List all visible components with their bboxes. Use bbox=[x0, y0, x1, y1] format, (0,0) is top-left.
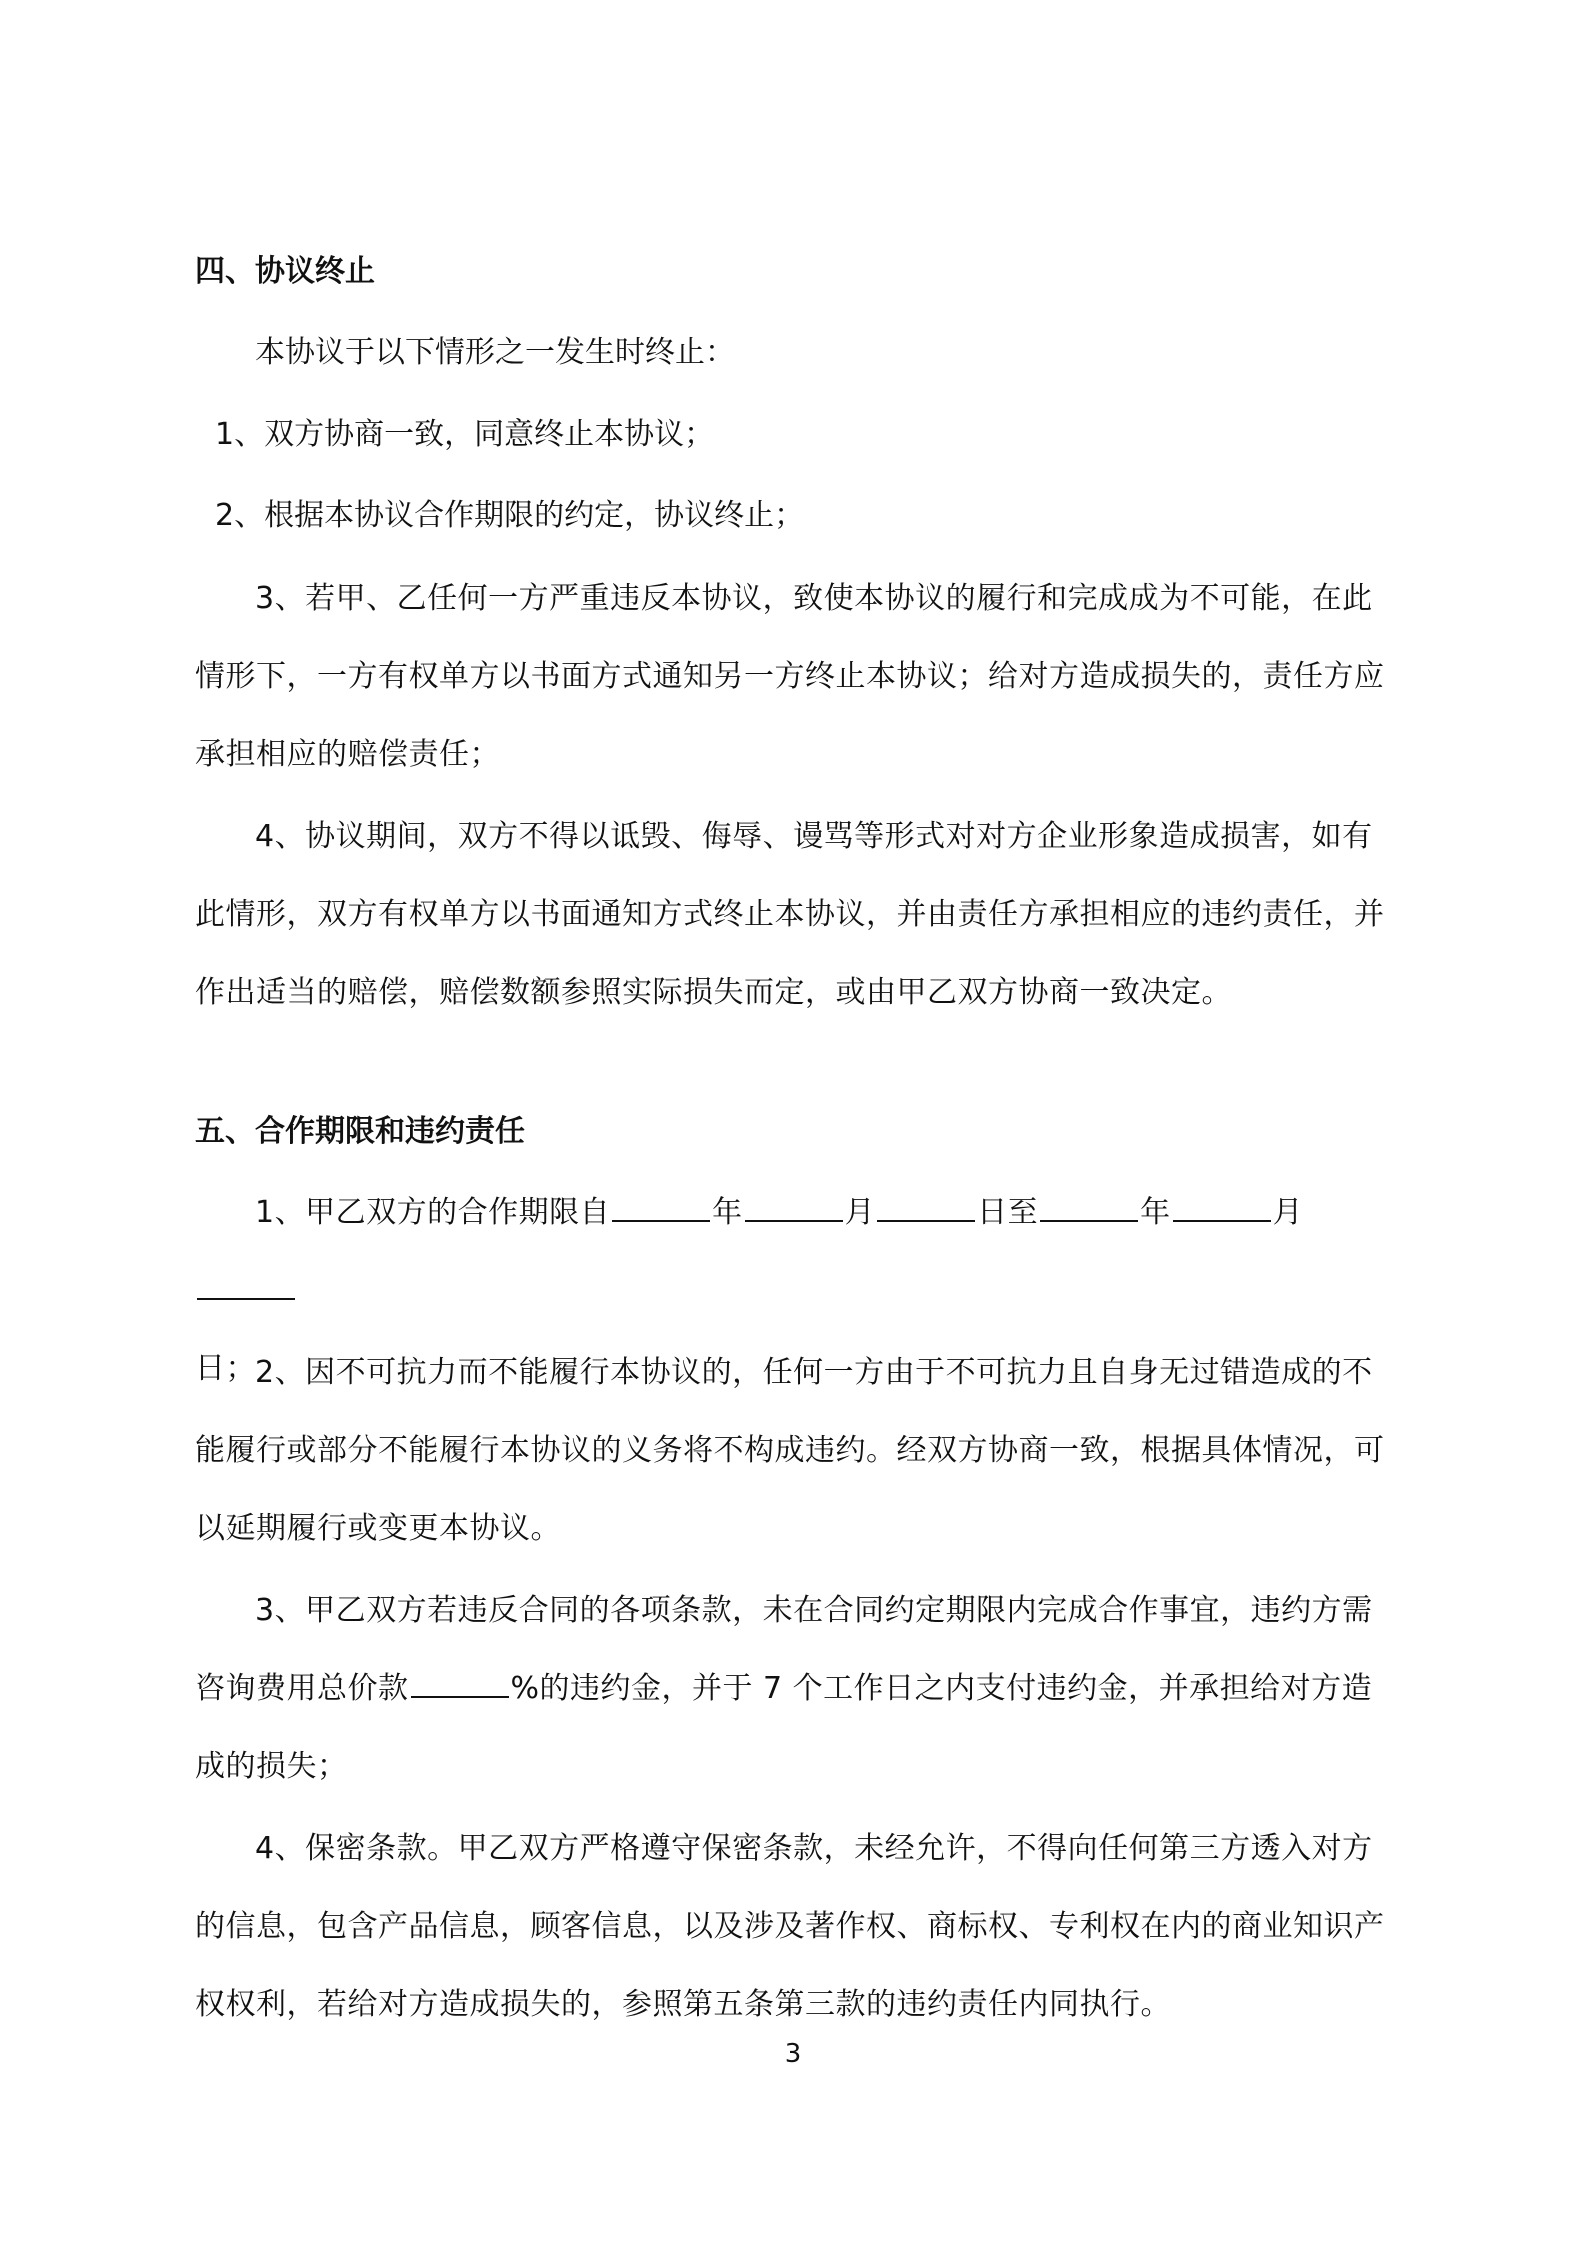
end-month-blank[interactable] bbox=[1173, 1192, 1271, 1222]
start-month-blank[interactable] bbox=[745, 1192, 843, 1222]
section-4-item-3: 3、若甲、乙任何一方严重违反本协议，致使本协议的履行和完成成为不可能，在此情形下，一方有权单方以书面方式通知另一方终止本协议；给对方造成损失的，责任方应承担相应的赔偿责任； bbox=[195, 581, 1385, 772]
section-4-item-1: 1、双方协商一致，同意终止本协议； bbox=[215, 417, 715, 452]
section-5-heading: 五、合作期限和违约责任 bbox=[195, 1114, 525, 1149]
page-number: 3 bbox=[784, 2039, 802, 2069]
month-label: 月 bbox=[844, 1195, 876, 1230]
start-year-blank[interactable] bbox=[612, 1192, 710, 1222]
end-year-blank[interactable] bbox=[1040, 1192, 1138, 1222]
day-label: 日； bbox=[195, 1351, 256, 1386]
section-4-heading: 四、协议终止 bbox=[195, 254, 375, 289]
start-day-blank[interactable] bbox=[877, 1192, 975, 1222]
section-4-intro: 本协议于以下情形之一发生时终止： bbox=[255, 335, 735, 370]
section-4-item-2: 2、根据本协议合作期限的约定，协议终止； bbox=[215, 498, 805, 533]
term-prefix: 1、甲乙双方的合作期限自 bbox=[255, 1195, 611, 1230]
year-label: 年 bbox=[712, 1195, 743, 1230]
end-day-blank[interactable] bbox=[197, 1270, 295, 1300]
section-4-item-4: 4、协议期间，双方不得以诋毁、侮辱、谩骂等形式对对方企业形象造成损害，如有此情形，双方有权单方以书面通知方式终止本协议，并由责任方承担相应的违约责任，并作出适当的赔偿，赔偿数额参照实际损失而定，或由甲乙双方协商一致决定。 bbox=[195, 819, 1385, 1010]
month-label: 月 bbox=[1272, 1195, 1304, 1230]
year-label: 年 bbox=[1140, 1195, 1171, 1230]
penalty-prefix: 3、甲乙双方若违反合同的各项条款，未在合同约定期限内完成合作事宜，违约方需咨询费用总价款 bbox=[195, 1593, 1373, 1706]
section-5-item-2: 2、因不可抗力而不能履行本协议的，任何一方由于不可抗力且自身无过错造成的不能履行或部分不能履行本协议的义务将不构成违约。经双方协商一致，根据具体情况，可以延期履行或变更本协议。 bbox=[195, 1355, 1385, 1546]
section-5-item-4: 4、保密条款。甲乙双方严格遵守保密条款，未经允许，不得向任何第三方透入对方的信息，包含产品信息，顾客信息，以及涉及著作权、商标权、专利权在内的商业知识产权权利，若给对方造成损失的，参照第五条第三款的违约责任内同执行。 bbox=[195, 1831, 1385, 2022]
penalty-percent-blank[interactable] bbox=[411, 1668, 509, 1698]
section-5-item-3 bbox=[195, 1572, 1400, 1806]
penalty-suffix: %的违约金，并于 7 个工作日之内支付违约金，并承担给对方造成的损失； bbox=[195, 1671, 1373, 1784]
day-to-label: 日至 bbox=[977, 1195, 1039, 1230]
